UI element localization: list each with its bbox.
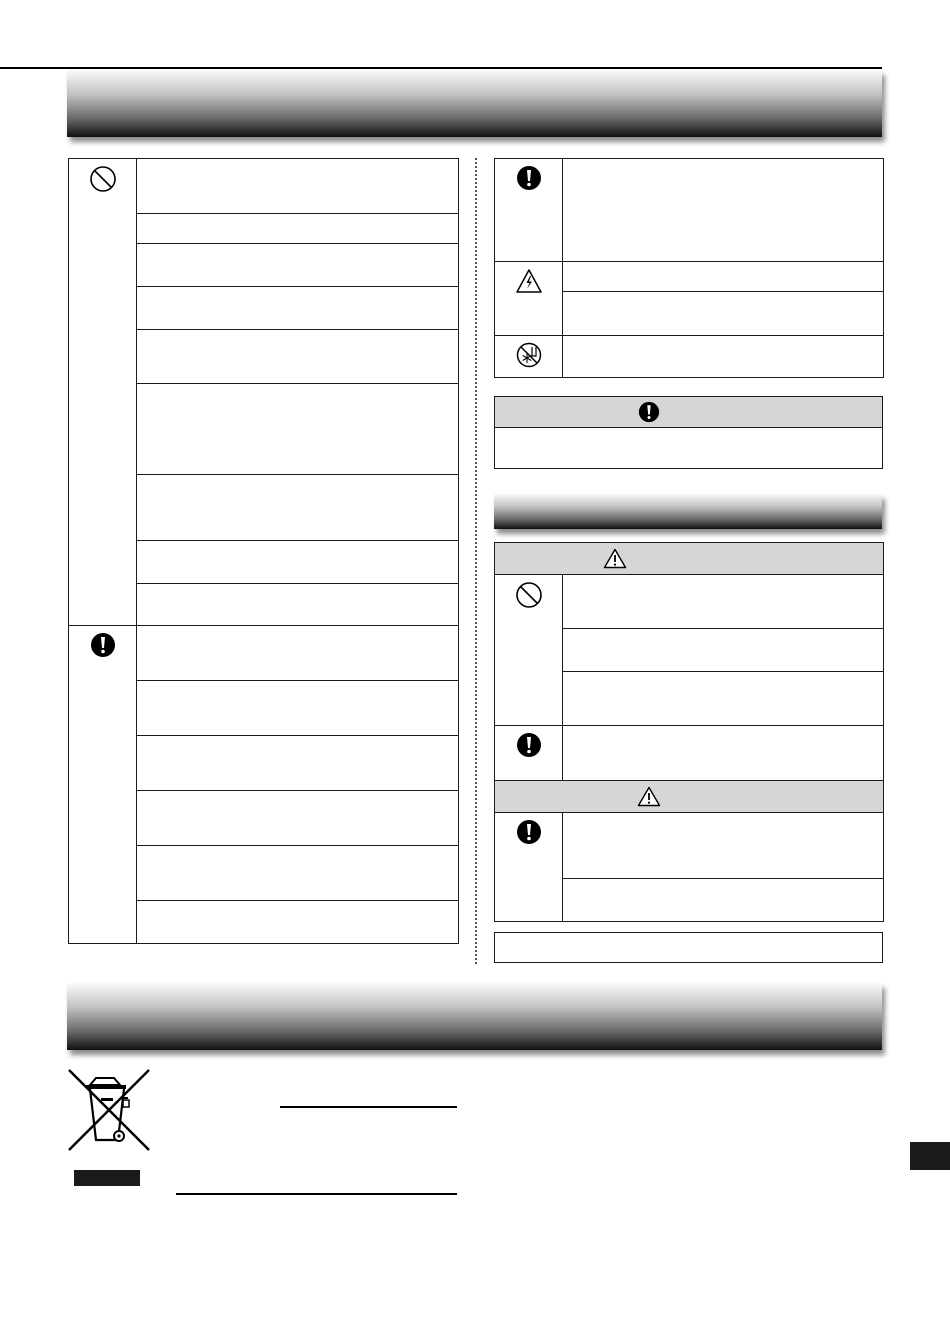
section-2-table — [494, 542, 884, 922]
right-row-1 — [563, 159, 884, 262]
left-row-13 — [137, 791, 459, 846]
prohibited-icon — [89, 165, 117, 193]
left-row-8 — [137, 541, 459, 584]
left-row-3 — [137, 244, 459, 287]
caution-row-1 — [563, 813, 884, 879]
right-row-2 — [563, 262, 884, 292]
right-row-3 — [563, 292, 884, 336]
mandatory-icon — [90, 632, 116, 658]
warning-row-4 — [563, 726, 884, 781]
left-row-7 — [137, 475, 459, 541]
left-row-15 — [137, 901, 459, 944]
prohibited-icon-cell — [69, 159, 137, 626]
mandatory-icon-cell-s2 — [495, 726, 563, 781]
section-1-title — [67, 69, 95, 89]
warning-row-1 — [563, 575, 884, 629]
column-divider — [475, 158, 477, 964]
side-tab — [910, 1142, 950, 1170]
warning-header — [495, 543, 884, 575]
black-label-bar — [74, 1170, 140, 1186]
left-row-2 — [137, 214, 459, 244]
left-row-6 — [137, 384, 459, 475]
underline-1 — [280, 1106, 457, 1108]
no-freezing-icon — [516, 342, 542, 368]
electric-shock-icon-cell — [495, 262, 563, 336]
warning-triangle-icon — [603, 548, 627, 569]
mandatory-icon — [516, 732, 542, 758]
mandatory-icon-cell — [69, 626, 137, 944]
prohibited-icon-cell-s2 — [495, 575, 563, 726]
left-row-10 — [137, 626, 459, 681]
left-row-12 — [137, 736, 459, 791]
no-freezing-icon-cell — [495, 336, 563, 378]
mandatory-icon — [516, 819, 542, 845]
mandatory-icon — [516, 165, 542, 191]
left-safety-table — [68, 158, 459, 944]
underline-2 — [176, 1193, 457, 1195]
warning-row-3 — [563, 672, 884, 726]
left-row-11 — [137, 681, 459, 736]
electric-shock-icon — [515, 268, 543, 294]
caution-row-2 — [563, 879, 884, 922]
section-2-title — [494, 494, 522, 511]
section-1-banner — [67, 70, 882, 137]
note-box — [494, 932, 883, 963]
caution-box-header — [495, 397, 883, 428]
crossed-wheelie-bin-icon — [66, 1068, 152, 1152]
warning-triangle-icon — [637, 786, 661, 807]
left-row-14 — [137, 846, 459, 901]
left-row-9 — [137, 584, 459, 626]
prohibited-icon — [515, 581, 543, 609]
top-rule — [0, 67, 882, 69]
warning-row-2 — [563, 629, 884, 672]
section-2-banner — [494, 494, 882, 529]
caution-header — [495, 781, 884, 813]
caution-box-text — [495, 428, 883, 469]
crossed-wheelie-bin-icon-wrap — [66, 1068, 152, 1152]
right-row-4 — [563, 336, 884, 378]
left-row-5 — [137, 330, 459, 384]
mandatory-icon-cell-s2-caution — [495, 813, 563, 922]
left-row-1 — [137, 159, 459, 214]
section-3-title — [67, 982, 95, 1002]
caution-box — [494, 396, 883, 469]
right-safety-table — [494, 158, 884, 378]
mandatory-icon — [638, 401, 660, 423]
left-row-4 — [137, 287, 459, 330]
mandatory-icon-cell-right — [495, 159, 563, 262]
section-3-banner — [67, 983, 882, 1050]
